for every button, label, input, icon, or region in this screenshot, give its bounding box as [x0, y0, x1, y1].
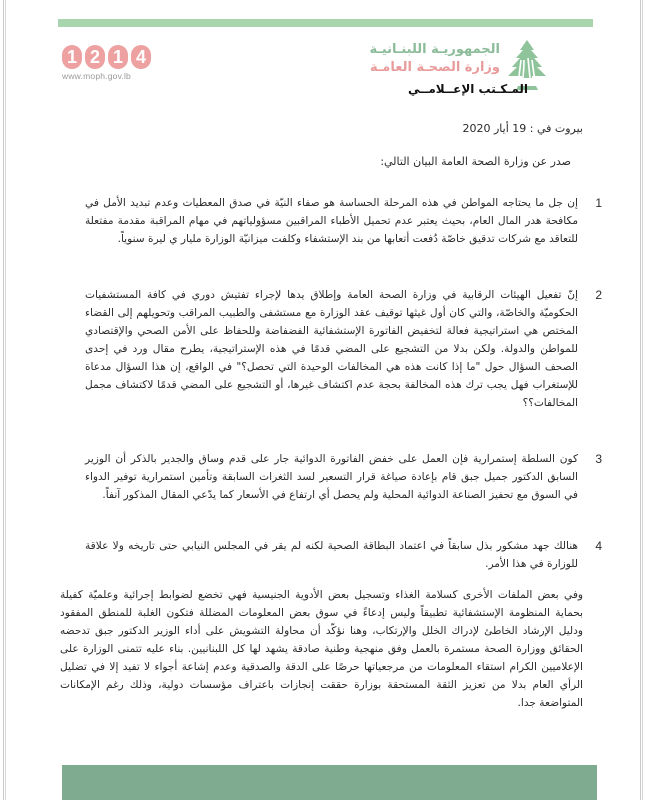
item-text: كون السلطة إستمرارية فإن العمل على خفض الفاتورة الدوائية جار على قدم وساق والجدير بالذكر أن الوزير السابق الدكتور جميل جبق قام بإعادة صياغة قرار التسعير لسد الثغرات السابقة وتأمين استمرارية توفير الدواء في السوق مع تحفيز الصناعة الدوائية المحلية ولم يحصل أي ارتفاع في الأسعار كما يدّعي المقال المذكور آنفاً. [85, 453, 578, 501]
numbered-item [85, 450, 602, 504]
item-text: إنّ تفعيل الهيئات الرقابية في وزارة الصحة العامة وإطلاق يدها لإجراء تفتيش دوري في كافة المستشفيات الحكوميّة والخاصّة، والتي كان أول غيثها توقيف عقد الوزارة مع مستشفى والطبيب المراقب وتحويلهم إلى القضاء المختص هي استراتيجية فعالة لتخفيض الفاتورة الإستشفائية الفضفاضة وللحفاظ على الأمن الصحي والإقتصادي للمواطن والدولة. ولكن بدلا من التشجيع على المضي قدمًا في هذه الإستراتيجية، يطرح مقال ورد في إحدى الصحف السؤال حول "ما إذا كانت هذه هي المخالفات الوحيدة التي تحصل؟" في الواقع، إن هذا السؤال مدعاة للإستغراب فهل يجب ترك هذه المخالفة بحجة عدم اكتشاف غيرها، أو التشجيع على المضي قدمًا لاكتشاف مجمل المخالفات؟؟ [85, 289, 578, 409]
item-text: إن جل ما يحتاجه المواطن في هذه المرحلة الحساسة هو صفاء النيّة في صدق المعطيات وعدم تبديد الأمل في مكافحة هدر المال العام، بحيث يعتبر عدم تحميل الأطباء المراقبين مسؤولياتهم في مهام المراقبة مقدمة مفتعلة للتعاقد مع شركات تدقيق خاصّة دُفعت أتعابها من بند الإستشفاء وكلفت ميزانيّة الوزارة مليار ي ليرة سنوياً. [85, 197, 578, 245]
hotline-number [62, 45, 152, 69]
hotline-digit: 1 [62, 45, 82, 69]
item-number: 1 [595, 196, 602, 210]
hotline-digit: 4 [131, 45, 151, 69]
numbered-item [85, 537, 602, 573]
hotline-block [62, 45, 152, 81]
item-number: 4 [595, 539, 602, 553]
letterhead-bottom-bar [62, 765, 597, 800]
intro-line: صدر عن وزارة الصحة العامة البيان التالي: [380, 155, 571, 168]
page-frame-right-border [640, 0, 643, 800]
website-url: www.moph.gov.lb [62, 71, 131, 81]
hotline-digit: 1 [108, 45, 128, 69]
media-office-title: المـكـتب الإعــلامــي [408, 82, 528, 96]
republic-name: الجمهوريـة اللبنـانيـة [369, 42, 500, 57]
item-number: 2 [595, 288, 602, 302]
item-number: 3 [595, 452, 602, 466]
item-text: هنالك جهد مشكور بذل سابقاً في اعتماد البطاقة الصحية لكنه لم يقر في المجلس النيابي حتى تاريخه ولا علاقة للوزارة في هذا الأمر. [85, 540, 578, 570]
date-line: بيروت في : 19 أيار 2020 [462, 122, 583, 135]
numbered-item [85, 194, 602, 248]
ministry-name: وزارة الصحـة العامـة [369, 60, 500, 75]
closing-paragraph: وفي بعض الملفات الأخرى كسلامة الغذاء وتسجيل بعض الأدوية الجنيسية فهي تخضع لضوابط إجرائية وعلميّة كفيلة بحماية المنظومة الإستشفائية تطبيقاً وليس إدعاءً في سوق بعض المعلومات المضللة فتكون الغلبة للمنطق المفقود ودليل الإرشاد الخاطئ لإدراك الخلل والإرتكاب، وهنا نؤكّد أن محاولة التشويش على أداء الوزير الدكتور جبق تدحضه الحقائق ووزارة الصحة مستمرة بالعمل وفق منهجية وطنية صادقة يشهد لها كل اللبنانيين. بناء عليه تتمنى الوزارة على الإعلاميين الكرام استقاء المعلومات من مرجعياتها حرصًا على الدقة والصدقية وعدم إشاعة أجواء لا تفيد إلا في تضليل الرأي العام بدلا من تعزيز الثقة المستحقة بوزارة حققت إنجازات باعتراف مؤسسات دولية، وذلك رغم الإمكانات المتواضعة جدا. [60, 589, 583, 709]
page-frame-left-border [3, 0, 6, 800]
ministry-logo [360, 38, 550, 108]
hotline-digit: 2 [85, 45, 105, 69]
numbered-item [85, 286, 602, 412]
letterhead-top-bar [58, 19, 593, 27]
